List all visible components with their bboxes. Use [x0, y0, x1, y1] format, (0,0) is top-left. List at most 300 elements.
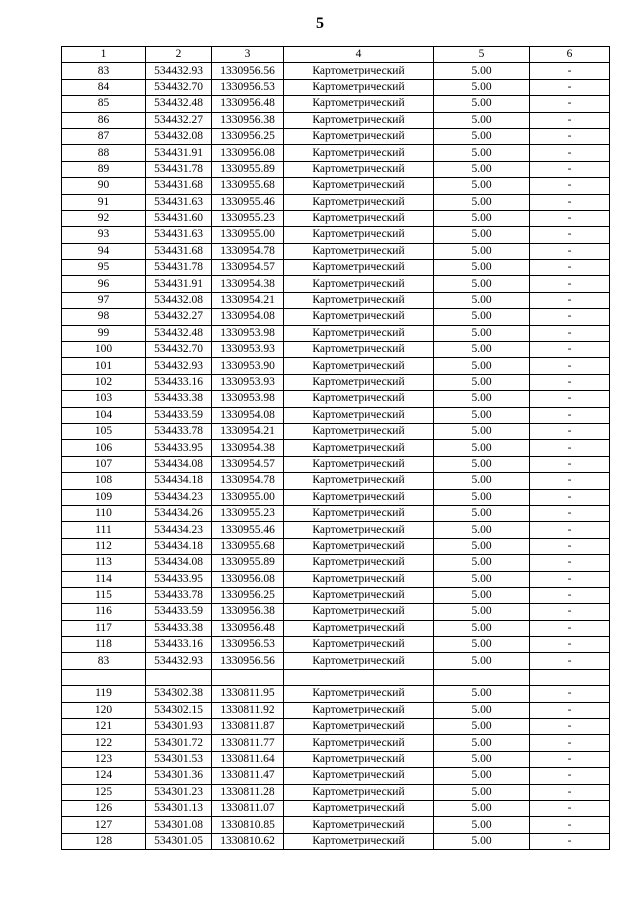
table-row: [62, 391, 610, 407]
table-cell: 1330956.56: [212, 63, 284, 79]
table-cell: 534431.91: [146, 145, 212, 161]
header-cell: 4: [284, 47, 434, 63]
table-cell: Картометрический: [284, 555, 434, 571]
table-cell: 1330955.23: [212, 505, 284, 521]
table-cell: 5.00: [434, 128, 530, 144]
table-cell: 91: [62, 194, 146, 210]
table-cell: 534301.08: [146, 817, 212, 833]
table-cell: 124: [62, 768, 146, 784]
table-cell: 5.00: [434, 391, 530, 407]
table-cell: 93: [62, 227, 146, 243]
table-cell: -: [530, 309, 610, 325]
table-row: [62, 702, 610, 718]
table-row: [62, 456, 610, 472]
table-cell: 1330811.64: [212, 751, 284, 767]
table-cell: 112: [62, 538, 146, 554]
table-row: [62, 587, 610, 603]
table-cell: Картометрический: [284, 325, 434, 341]
table-cell: Картометрический: [284, 423, 434, 439]
table-cell: 5.00: [434, 505, 530, 521]
table-cell: -: [530, 555, 610, 571]
table-cell: Картометрический: [284, 276, 434, 292]
table-cell: 534433.95: [146, 440, 212, 456]
table-cell: 1330954.78: [212, 243, 284, 259]
table-cell: 117: [62, 620, 146, 636]
table-row: [62, 227, 610, 243]
table-cell: 5.00: [434, 407, 530, 423]
table-cell: 1330953.98: [212, 391, 284, 407]
table-cell: -: [530, 276, 610, 292]
table-cell: Картометрический: [284, 686, 434, 702]
table-cell: 106: [62, 440, 146, 456]
table-cell: Картометрический: [284, 637, 434, 653]
table-cell: 534434.23: [146, 522, 212, 538]
table-cell: 111: [62, 522, 146, 538]
table-cell: 534301.23: [146, 784, 212, 800]
table-cell: 126: [62, 800, 146, 816]
table-cell: 5.00: [434, 342, 530, 358]
table-cell: 5.00: [434, 96, 530, 112]
table-cell: Картометрический: [284, 800, 434, 816]
table-row: [62, 358, 610, 374]
table-cell: 5.00: [434, 276, 530, 292]
table-cell: -: [530, 587, 610, 603]
table-cell: 1330955.00: [212, 489, 284, 505]
header-cell: 5: [434, 47, 530, 63]
table-cell: 102: [62, 374, 146, 390]
table-cell: 1330954.08: [212, 407, 284, 423]
table-row: [62, 178, 610, 194]
table-cell: -: [530, 456, 610, 472]
table-cell: 5.00: [434, 260, 530, 276]
table-row: [62, 735, 610, 751]
table-cell: Картометрический: [284, 817, 434, 833]
table-cell: Картометрический: [284, 178, 434, 194]
table-cell: 5.00: [434, 555, 530, 571]
table-cell: 1330955.89: [212, 555, 284, 571]
table-cell: -: [530, 423, 610, 439]
table-row: [62, 309, 610, 325]
table-cell: -: [530, 440, 610, 456]
table-cell: -: [530, 342, 610, 358]
table-row: [62, 800, 610, 816]
header-cell: 3: [212, 47, 284, 63]
table-cell: 85: [62, 96, 146, 112]
table-cell: Картометрический: [284, 63, 434, 79]
table-cell: 534432.27: [146, 112, 212, 128]
table-cell: 1330954.21: [212, 292, 284, 308]
table-cell: Картометрический: [284, 538, 434, 554]
table-row: [62, 440, 610, 456]
table-row: [62, 292, 610, 308]
table-cell: 1330954.78: [212, 473, 284, 489]
table-cell: 1330956.53: [212, 79, 284, 95]
table-cell: 534432.70: [146, 342, 212, 358]
table-cell: 534301.72: [146, 735, 212, 751]
table-cell: 108: [62, 473, 146, 489]
table-row: [62, 686, 610, 702]
table-cell: Картометрический: [284, 243, 434, 259]
table-cell: 125: [62, 784, 146, 800]
table-cell: Картометрический: [284, 620, 434, 636]
header-cell: 1: [62, 47, 146, 63]
table-cell: -: [530, 637, 610, 653]
table-cell: Картометрический: [284, 342, 434, 358]
table-cell: -: [530, 833, 610, 849]
table-cell: 1330955.68: [212, 538, 284, 554]
table-cell: 1330811.92: [212, 702, 284, 718]
table-cell: Картометрический: [284, 161, 434, 177]
table-cell: 534431.60: [146, 210, 212, 226]
table-cell: 534432.27: [146, 309, 212, 325]
table-cell: 534301.53: [146, 751, 212, 767]
table-cell: -: [530, 79, 610, 95]
table-cell: 118: [62, 637, 146, 653]
table-cell: 1330811.87: [212, 719, 284, 735]
table-cell: 534432.70: [146, 79, 212, 95]
table-cell: -: [530, 571, 610, 587]
table-cell: 1330953.90: [212, 358, 284, 374]
table-cell: 1330955.46: [212, 194, 284, 210]
table-cell: -: [530, 538, 610, 554]
table-cell: -: [530, 227, 610, 243]
table-cell: 84: [62, 79, 146, 95]
table-cell: 534434.23: [146, 489, 212, 505]
table-cell: -: [530, 112, 610, 128]
table-cell: 534302.15: [146, 702, 212, 718]
table-cell: 534433.78: [146, 587, 212, 603]
table-row: [62, 489, 610, 505]
table-cell: 83: [62, 653, 146, 669]
empty-cell: [212, 669, 284, 685]
table-row: [62, 63, 610, 79]
table-cell: 1330810.62: [212, 833, 284, 849]
coordinates-table: [61, 46, 610, 850]
table-cell: 127: [62, 817, 146, 833]
table-cell: 121: [62, 719, 146, 735]
table-cell: 1330953.93: [212, 342, 284, 358]
table-cell: -: [530, 735, 610, 751]
table-cell: 534431.78: [146, 260, 212, 276]
table-cell: 534431.78: [146, 161, 212, 177]
header-cell: 2: [146, 47, 212, 63]
table-cell: Картометрический: [284, 309, 434, 325]
table-cell: 5.00: [434, 587, 530, 603]
table-cell: Картометрический: [284, 260, 434, 276]
table-cell: 5.00: [434, 833, 530, 849]
table-cell: Картометрический: [284, 653, 434, 669]
separator-row: [62, 669, 610, 685]
table-cell: -: [530, 145, 610, 161]
table-cell: -: [530, 505, 610, 521]
table-cell: 534433.59: [146, 407, 212, 423]
table-cell: -: [530, 374, 610, 390]
table-row: [62, 407, 610, 423]
table-cell: -: [530, 358, 610, 374]
table-cell: 5.00: [434, 325, 530, 341]
table-cell: 534301.93: [146, 719, 212, 735]
table-row: [62, 784, 610, 800]
table-header: [62, 47, 610, 63]
table-cell: 1330955.46: [212, 522, 284, 538]
table-cell: 1330811.95: [212, 686, 284, 702]
table-cell: 534431.91: [146, 276, 212, 292]
table-cell: 5.00: [434, 374, 530, 390]
table-row: [62, 423, 610, 439]
table-cell: 5.00: [434, 784, 530, 800]
table-cell: 94: [62, 243, 146, 259]
table-cell: 99: [62, 325, 146, 341]
table-cell: 5.00: [434, 440, 530, 456]
table-cell: Картометрический: [284, 358, 434, 374]
table-row: [62, 374, 610, 390]
table-row: [62, 653, 610, 669]
table-cell: 103: [62, 391, 146, 407]
table-cell: 534433.95: [146, 571, 212, 587]
table-cell: -: [530, 194, 610, 210]
table-row: [62, 342, 610, 358]
table-cell: -: [530, 604, 610, 620]
table-cell: 110: [62, 505, 146, 521]
table-cell: 1330810.85: [212, 817, 284, 833]
table-cell: Картометрический: [284, 751, 434, 767]
table-cell: 101: [62, 358, 146, 374]
table-cell: -: [530, 751, 610, 767]
table-row: [62, 719, 610, 735]
table-cell: 1330953.93: [212, 374, 284, 390]
empty-cell: [62, 669, 146, 685]
table-cell: 96: [62, 276, 146, 292]
table-row: [62, 637, 610, 653]
table-cell: 5.00: [434, 292, 530, 308]
table-cell: 100: [62, 342, 146, 358]
table-cell: 88: [62, 145, 146, 161]
table-cell: 5.00: [434, 243, 530, 259]
table-cell: Картометрический: [284, 128, 434, 144]
table-cell: Картометрический: [284, 784, 434, 800]
table-cell: 5.00: [434, 489, 530, 505]
empty-cell: [434, 669, 530, 685]
table-cell: -: [530, 178, 610, 194]
table-cell: Картометрический: [284, 391, 434, 407]
table-cell: 534434.26: [146, 505, 212, 521]
table-cell: Картометрический: [284, 79, 434, 95]
table-cell: Картометрический: [284, 489, 434, 505]
table-cell: 5.00: [434, 637, 530, 653]
table-cell: 534433.59: [146, 604, 212, 620]
table-cell: 534301.13: [146, 800, 212, 816]
table-row: [62, 112, 610, 128]
table-cell: Картометрический: [284, 735, 434, 751]
table-cell: Картометрический: [284, 292, 434, 308]
header-row: [62, 47, 610, 63]
table-cell: 5.00: [434, 358, 530, 374]
table-cell: 534302.38: [146, 686, 212, 702]
table-cell: 5.00: [434, 653, 530, 669]
table-cell: 534301.36: [146, 768, 212, 784]
table-cell: 5.00: [434, 210, 530, 226]
empty-cell: [284, 669, 434, 685]
table-cell: 5.00: [434, 79, 530, 95]
table-cell: 87: [62, 128, 146, 144]
table-cell: 1330953.98: [212, 325, 284, 341]
table-cell: 5.00: [434, 719, 530, 735]
table-cell: -: [530, 489, 610, 505]
table-cell: 5.00: [434, 473, 530, 489]
table-cell: 5.00: [434, 686, 530, 702]
table-cell: -: [530, 817, 610, 833]
table-cell: -: [530, 768, 610, 784]
table-cell: 97: [62, 292, 146, 308]
table-cell: -: [530, 63, 610, 79]
table-cell: 534433.78: [146, 423, 212, 439]
table-row: [62, 768, 610, 784]
table-cell: Картометрический: [284, 227, 434, 243]
table-row: [62, 79, 610, 95]
table-row: [62, 325, 610, 341]
table-cell: Картометрический: [284, 456, 434, 472]
table-cell: 1330954.38: [212, 440, 284, 456]
table-cell: 1330954.21: [212, 423, 284, 439]
table-cell: 534433.38: [146, 391, 212, 407]
table-cell: 5.00: [434, 620, 530, 636]
table-cell: Картометрический: [284, 96, 434, 112]
table-cell: 122: [62, 735, 146, 751]
table-cell: 534432.93: [146, 63, 212, 79]
table-cell: 1330956.38: [212, 604, 284, 620]
table-cell: 5.00: [434, 538, 530, 554]
table-cell: 5.00: [434, 800, 530, 816]
table-cell: Картометрический: [284, 719, 434, 735]
table-cell: Картометрический: [284, 768, 434, 784]
table-row: [62, 161, 610, 177]
table-cell: 5.00: [434, 194, 530, 210]
table-cell: 113: [62, 555, 146, 571]
table-cell: 123: [62, 751, 146, 767]
table-cell: 534431.63: [146, 227, 212, 243]
table-row: [62, 538, 610, 554]
table-cell: 114: [62, 571, 146, 587]
table-cell: Картометрический: [284, 374, 434, 390]
table-cell: Картометрический: [284, 112, 434, 128]
table-cell: 5.00: [434, 145, 530, 161]
table-cell: -: [530, 686, 610, 702]
table-cell: 1330955.00: [212, 227, 284, 243]
table-cell: 5.00: [434, 112, 530, 128]
table-cell: 1330811.28: [212, 784, 284, 800]
table-cell: 105: [62, 423, 146, 439]
table-cell: Картометрический: [284, 522, 434, 538]
table-row: [62, 833, 610, 849]
table-cell: 1330956.08: [212, 145, 284, 161]
table-cell: 5.00: [434, 702, 530, 718]
table-cell: 534432.93: [146, 358, 212, 374]
table-cell: 534432.48: [146, 96, 212, 112]
table-cell: 534433.16: [146, 374, 212, 390]
table-row: [62, 243, 610, 259]
table-cell: 1330956.56: [212, 653, 284, 669]
table-cell: Картометрический: [284, 407, 434, 423]
table-cell: Картометрический: [284, 440, 434, 456]
table-cell: 120: [62, 702, 146, 718]
table-row: [62, 194, 610, 210]
table-cell: -: [530, 161, 610, 177]
table-cell: 534432.08: [146, 292, 212, 308]
table-cell: 5.00: [434, 751, 530, 767]
table-row: [62, 751, 610, 767]
table-cell: 534431.68: [146, 178, 212, 194]
table-cell: -: [530, 800, 610, 816]
table-cell: 104: [62, 407, 146, 423]
table-cell: Картометрический: [284, 833, 434, 849]
table-cell: Картометрический: [284, 587, 434, 603]
table-cell: 1330955.89: [212, 161, 284, 177]
table-cell: 92: [62, 210, 146, 226]
table-cell: -: [530, 96, 610, 112]
table-cell: Картометрический: [284, 702, 434, 718]
table-cell: -: [530, 210, 610, 226]
table-cell: 534433.38: [146, 620, 212, 636]
table-cell: 5.00: [434, 604, 530, 620]
table-row: [62, 260, 610, 276]
table-cell: 1330956.48: [212, 96, 284, 112]
table-cell: 534431.68: [146, 243, 212, 259]
table-cell: Картометрический: [284, 194, 434, 210]
table-row: [62, 522, 610, 538]
table-cell: 1330956.25: [212, 128, 284, 144]
table-row: [62, 604, 610, 620]
table-cell: 1330954.57: [212, 260, 284, 276]
table-cell: 534301.05: [146, 833, 212, 849]
table-cell: 5.00: [434, 735, 530, 751]
empty-cell: [146, 669, 212, 685]
table-cell: 534434.18: [146, 473, 212, 489]
table-cell: -: [530, 784, 610, 800]
table-row: [62, 276, 610, 292]
table-cell: 1330954.57: [212, 456, 284, 472]
table-cell: 1330956.08: [212, 571, 284, 587]
table-cell: Картометрический: [284, 145, 434, 161]
table-row: [62, 473, 610, 489]
table-cell: 1330956.25: [212, 587, 284, 603]
table-cell: Картометрический: [284, 604, 434, 620]
table-cell: -: [530, 325, 610, 341]
table-cell: 5.00: [434, 309, 530, 325]
table-row: [62, 210, 610, 226]
table-cell: 5.00: [434, 768, 530, 784]
table-cell: 5.00: [434, 178, 530, 194]
table-cell: 98: [62, 309, 146, 325]
table-cell: 95: [62, 260, 146, 276]
table-cell: 109: [62, 489, 146, 505]
table-cell: Картометрический: [284, 505, 434, 521]
table-cell: 1330811.47: [212, 768, 284, 784]
table-cell: 534431.63: [146, 194, 212, 210]
table-cell: 5.00: [434, 571, 530, 587]
table-cell: -: [530, 719, 610, 735]
table-cell: 5.00: [434, 423, 530, 439]
table-cell: 5.00: [434, 227, 530, 243]
table-cell: 5.00: [434, 817, 530, 833]
table-cell: 1330956.48: [212, 620, 284, 636]
table-row: [62, 128, 610, 144]
table-cell: 534434.08: [146, 456, 212, 472]
table-cell: 107: [62, 456, 146, 472]
table-row: [62, 620, 610, 636]
table-cell: -: [530, 702, 610, 718]
table-cell: 534432.93: [146, 653, 212, 669]
table-row: [62, 505, 610, 521]
